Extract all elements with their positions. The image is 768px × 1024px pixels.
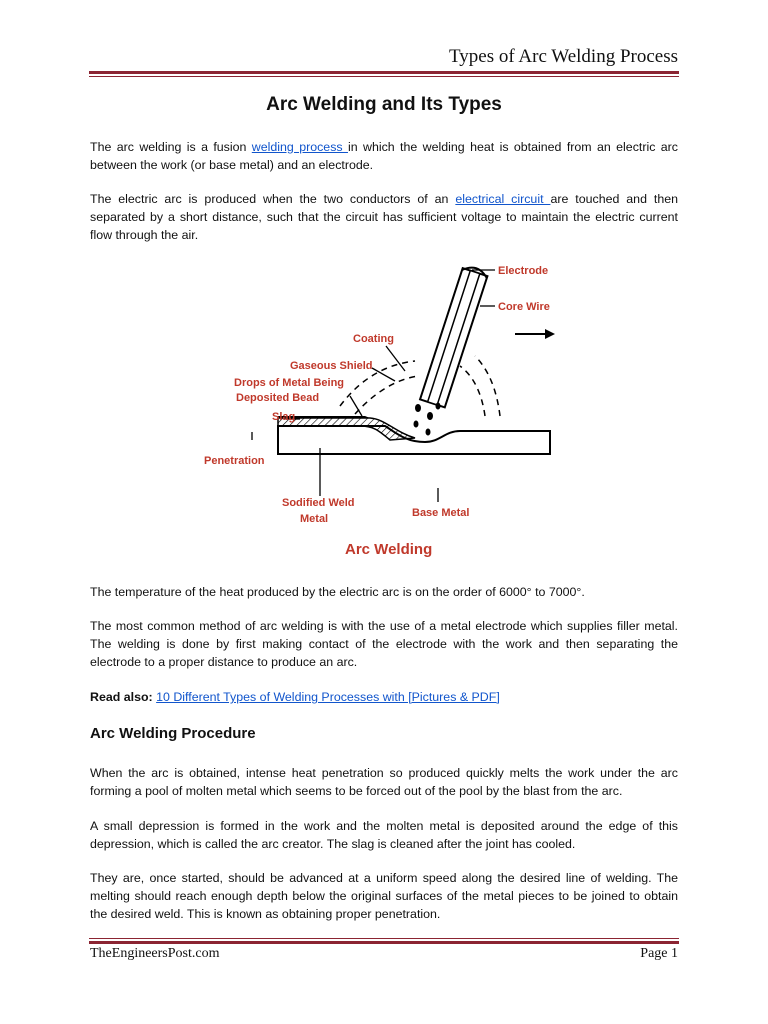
body-paragraph-procedure-3: They are, once started, should be advanced at a uniform speed along the desired line of welding. The melting should reach enough depth below the original surfaces of the metal pieces to be joined to obtain the desired weld. This is known as obtaining proper penetration. [90,871,678,921]
label-electrode: Electrode [498,265,549,277]
intro-text: in which the welding heat is obtained from an electric arc between the work (or base metal) and an electrode. [90,140,678,172]
footer-site: TheEngineersPost.com [90,946,220,961]
arc-welding-diagram [190,256,570,568]
direction-arrow-head [545,329,555,339]
label-core-wire: Core Wire [498,301,550,313]
metal-droplets [414,403,441,436]
electrical-circuit-link[interactable]: electrical circuit [455,192,551,206]
footer-rule-thin [89,938,679,939]
intro-text: The arc welding is a fusion [90,140,252,154]
read-also-label: Read also: [90,690,153,704]
intro-text: The electric arc is produced when the two conductors of an [90,192,456,206]
label-base-metal: Base Metal [412,507,470,519]
read-also-link[interactable]: 10 Different Types of Welding Processes with [Pictures & PDF] [156,690,500,704]
body-paragraph-procedure-1: When the arc is obtained, intense heat penetration so produced quickly melts the work under the arc forming a pool of molten metal which seems to be forced out of the pool by the blast from the arc. [90,766,678,798]
section-heading: Arc Welding Procedure [90,725,256,742]
read-also [90,688,678,706]
label-drops-1: Drops of Metal Being [234,377,345,389]
label-coating: Coating [353,333,394,345]
label-penetration: Penetration [204,455,265,467]
base-metal-shape [278,426,550,454]
page-heading: Arc Welding and Its Types [266,94,502,115]
label-solidified-2: Metal [300,513,329,525]
body-paragraph-temperature: The temperature of the heat produced by the electric arc is on the order of 6000° to 7000°. [90,585,585,599]
header-title: Types of Arc Welding Process [449,46,678,67]
body-paragraph-method: The most common method of arc welding is with the use of a metal electrode which supplies filler metal. The welding is done by first making contact of the electrode with the work and then separating the electrode to a proper distance to produce an arc. [90,619,678,669]
label-slag: Slag [272,411,296,423]
intro-text: are touched and then separated by a short distance, such that the circuit has sufficient voltage to maintain the electric current flow through the air. [90,192,678,242]
label-drops-2: Deposited Bead [236,392,320,404]
label-gaseous-shield: Gaseous Shield [290,360,373,372]
electrode-rod [420,264,489,407]
body-paragraph-procedure-2: A small depression is formed in the work and the molten metal is deposited around the edge of this depression, which is called the arc creator. The slag is cleaned after the joint has cooled. [90,819,678,851]
footer-rule [89,941,679,944]
figure-caption: Arc Welding [345,541,433,558]
intro-paragraph-2 [90,190,678,244]
header-rule-thin [89,76,679,77]
label-solidified-1: Sodified Weld [282,497,355,509]
welding-process-link[interactable]: welding process [251,140,348,154]
header-rule [89,71,679,74]
footer-page-number: Page 1 [640,946,678,961]
intro-paragraph-1 [90,138,678,174]
